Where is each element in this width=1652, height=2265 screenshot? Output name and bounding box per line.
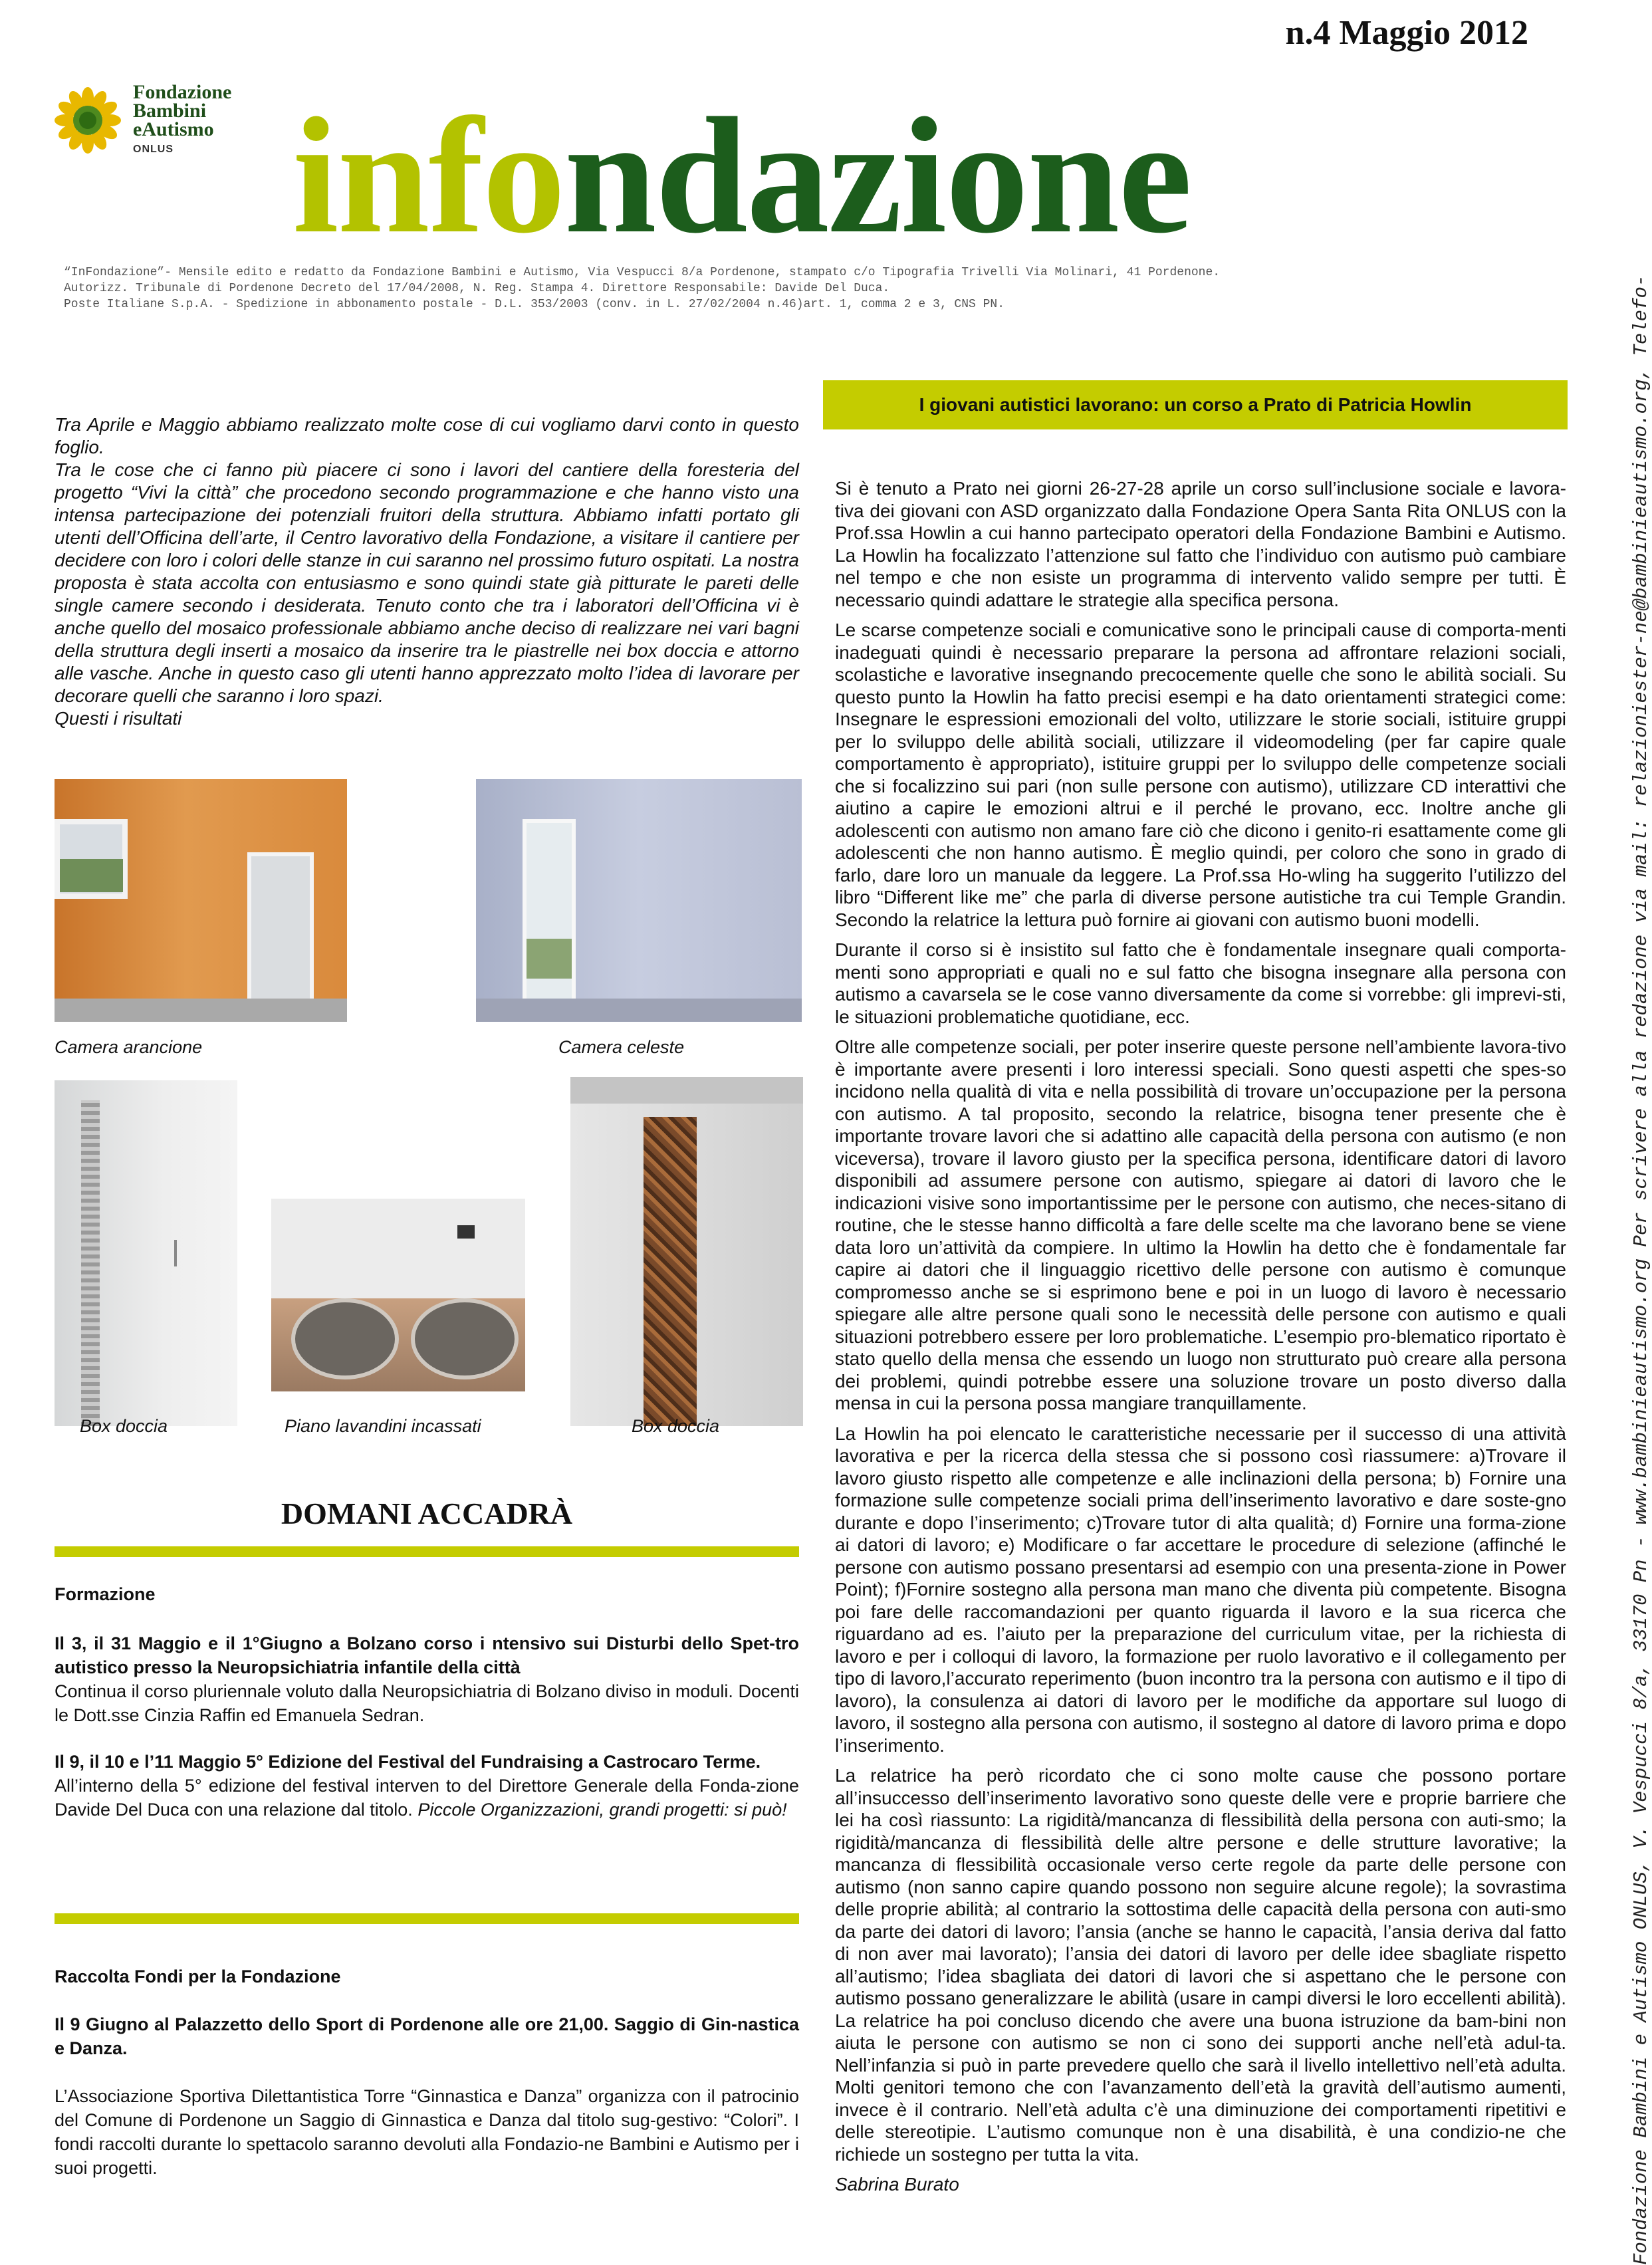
event-title: Il 3, il 31 Maggio e il 1°Giugno a Bolzano corso i ntensivo sui Disturbi dello Spet-tro autistico presso la Neuropsichiatria infantile della città bbox=[55, 1633, 799, 1677]
foundation-logo bbox=[53, 83, 273, 170]
photo-shower-left bbox=[55, 1080, 237, 1426]
events-block-raccolta bbox=[55, 1965, 799, 2197]
events-block-formazione bbox=[55, 1582, 799, 1839]
event-body-text: All’interno della 5° edizione del festival interven to del Direttore Generale della Fonda-zione Davide Del Duca con una relazione dal titolo. bbox=[55, 1776, 799, 1820]
masthead-part-info: info bbox=[293, 84, 564, 268]
caption-shower-left: Box doccia bbox=[80, 1416, 168, 1436]
intro-text bbox=[55, 414, 799, 730]
logo-line-4: ONLUS bbox=[133, 144, 174, 155]
article-signature: Sabrina Burato bbox=[835, 2174, 959, 2195]
article-body bbox=[835, 477, 1566, 2204]
issue-date: n.4 Maggio 2012 bbox=[1285, 14, 1528, 52]
intro-paragraph: Tra Aprile e Maggio abbiamo realizzato molte cose di cui vogliamo darvi conto in questo foglio. bbox=[55, 414, 799, 457]
imprint-line: “InFondazione”- Mensile edito e redatto da Fondazione Bambini e Autismo, Via Vespucci 8/a Pordenone, stampato c/o Tipografia Trivelli Via Molinari, 41 Pordenone. bbox=[64, 266, 1221, 279]
imprint-line: Poste Italiane S.p.A. - Spedizione in abbonamento postale - D.L. 353/2003 (conv. in L. 27/02/2004 n.46)art. 1, comma 2 e 3, CNS PN. bbox=[64, 298, 1005, 311]
event-body: L’Associazione Sportiva Dilettantistica Torre “Ginnastica e Danza” organizza con il patrocinio del Comune di Pordenone un Saggio di Ginnastica e Danza dal titolo sug-gestivo: “Colori”. I fondi raccolti durante lo spettacolo saranno devoluti alla Fondazio-ne Bambini e Autismo per i suoi progetti. bbox=[55, 2086, 799, 2178]
photo-shower-right bbox=[570, 1077, 803, 1426]
masthead-part-ndazione: ndazione bbox=[564, 84, 1191, 268]
caption-orange-room: Camera arancione bbox=[55, 1037, 203, 1057]
events-subheading: Raccolta Fondi per la Fondazione bbox=[55, 1967, 341, 1986]
event-title: Il 9 Giugno al Palazzetto dello Sport di Pordenone alle ore 21,00. Saggio di Gin-nastica e Danza. bbox=[55, 2014, 799, 2058]
photo-sinks bbox=[271, 1199, 525, 1391]
logo-line-2: Bambini bbox=[133, 100, 207, 122]
article-paragraph: Oltre alle competenze sociali, per poter inserire queste persone nell’ambiente lavora-tivo è importante avere presenti i loro interessi speciali. Sono questi aspetti che spes-so incidono nella qualità di vita e nella possibilità di trovare un’occupazione per la persona con autismo. A tal proposito, secondo la relatrice, bisogna tener presente che è importante trovare lavori che si adattino alle capacità della persona con autismo (e non viceversa), trovare il lavoro giusto per la specifica persona, identificare datori di lavoro disponibili ad assumere persone con autismo, spiegare ai datori di lavoro che le indicazioni visive sono importantissime per le persone con autismo, che neces-sitano di routine, che le stesse hanno difficoltà a fare delle scelte ma che lavorano bene se viene data loro un’attività da compiere. In ultimo la Howlin ha detto che è fondamentale far capire ai datori che il linguaggio ricettivo delle persone con autismo è comunque compromesso anche se si esprimono bene e poi in un luogo di lavoro è necessario spiegare alle altre persone quali sono le necessità delle persone con autismo e quali situazioni potrebbero essere per loro problematiche. L’esempio pro-blematico riportato è stato quello della mensa che essendo un luogo non strutturato può creare alla persona dei problemi, quindi potrebbe essere una soluzione trovare un posto diverso dalla mensa in cui la persona possa mangiare tranquillamente. bbox=[835, 1036, 1566, 1413]
article-paragraph: La relatrice ha però ricordato che ci sono molte cause che possono portare all’insuccesso dell’inserimento lavorativo sono queste delle vere e proprie barriere che lei ha così riassunto: La rigidità/mancanza di flessibilità della persona con auti-smo; la rigidità/mancanza di flessibilità delle altre persone e delle strutture lavorative; la mancanza di flessibilità occasionale verso certe regole da parte delle persone con autismo (non sanno capire quando possono non seguire alcune regole); la sovrastima delle proprie abilità; al contrario la sottostima delle capacità della persona con auti-smo da parte dei datori di lavoro; l’ansia (anche se hanno le capacità, l’ansia deriva dal fatto di non aver mai lavorato); l’ansia dei datori di lavoro per delle idee sbagliate rispetto all’autismo; l’idea sbagliata dei datori di lavori che si aspettano che le persone con autismo possano generalizzare le abilità (usare in campi diversi le loro eccellenti abilità). La relatrice ha poi concluso dicendo che avere una buona istruzione da bam-bini non aiuta le persone con autismo se non ci sono dei supporti anche nell’età adul-ta. Nell’infanzia si può in parte prevedere quello che sarà il livello intellettivo nell’età adulta. Molti genitori temono che con l’avanzamento dell’età la gravità dell’autismo aumenti, invece è il contrario. Nell’età adulta c’è una diminuzione dei comportamenti ripetitivi e delle stereotipie. L’autismo comunque non è una disabilità, è una condizio-ne che richiede un sostegno per tutta la vita. bbox=[835, 1765, 1566, 2165]
article-paragraph: Durante il corso si è insistito sul fatto che è fondamentale insegnare quali comporta-menti sono appropriati e quali no e sul fatto che bisogna insegnare alla persona con autismo a cavarsela se le cose vanno diversamente da come si vorrebbe: gli imprevi-sti, le situazioni problematiche quotidiane, ecc. bbox=[835, 939, 1566, 1027]
article-title: I giovani autistici lavorano: un corso a Prato di Patricia Howlin bbox=[823, 380, 1568, 429]
article-paragraph: Le scarse competenze sociali e comunicative sono le principali cause di comporta-menti inadeguati quindi è necessario preparare la persona ad affrontare relazioni sociali, scolastiche e lavorative insegnando precocemente quelle che sono le abilità sociali. Su questo punto la Howlin ha fatto precisi esempi e ha dato orientamenti strategici come: Insegnare le espressioni emozionali del volto, utilizzare le storie sociali, istituire gruppi per lo sviluppo delle abilità sociali, utilizzare il videomodeling (per far capire quale comportamento è appropriato), istituire gruppi per lo sviluppo delle competenze sociali che si focalizzino sui pari (non sulle persone con autismo), utilizzare CD interattivi che aiutino a capire le emozioni altrui e il perché le provano, ecc. Inoltre anche gli adolescenti con autismo non amano fare ciò che dicono i genito-ri esattamente come gli adolescenti che non hanno autismo. È meglio quindi, per coloro che sono in grado di farlo, dare loro un manuale da leggere. La Prof.ssa Ho-wling ha suggerito l’utilizzo del libro “Different like me” che parla di diverse persone autistiche tra cui Temple Grandin. Secondo la relatrice la lettura può fornire ai giovani con autismo buoni modelli. bbox=[835, 620, 1566, 930]
event-title: Il 9, il 10 e l’11 Maggio 5° Edizione del Festival del Fundraising a Castrocaro Terme. bbox=[55, 1752, 761, 1772]
sunflower-logo-icon bbox=[53, 86, 122, 155]
caption-sinks: Piano lavandini incassati bbox=[285, 1416, 481, 1436]
article-paragraph: Si è tenuto a Prato nei giorni 26-27-28 aprile un corso sull’inclusione sociale e lavora-tiva dei giovani con ASD organizzato dalla Fondazione Opera Santa Rita ONLUS con la Prof.ssa Howlin a cui hanno partecipato operatori della Fondazione Bambini e Autismo. La Howlin ha focalizzato l’attenzione sul fatto che l’individuo con autismo può cambiare nel tempo e che non esiste un programma di intervento valido sempre per tutti. È necessario quindi adattare le strategie alla specifica persona. bbox=[835, 478, 1566, 610]
divider-rule bbox=[55, 1546, 799, 1557]
intro-paragraph: Questi i risultati bbox=[55, 708, 182, 729]
imprint bbox=[64, 265, 1500, 312]
event-body: Continua il corso pluriennale voluto dalla Neuropsichiatria di Bolzano diviso in moduli. Docenti le Dott.sse Cinzia Raffin ed Emanuela Sedran. bbox=[55, 1681, 799, 1725]
divider-rule bbox=[55, 1913, 799, 1924]
photo-orange-room bbox=[55, 779, 347, 1022]
vertical-contact-text: Fondazione Bambini e Autismo ONLUS, V. Vespucci 8/a, 33170 Pn - www.bambinieautismo.org Per scrivere alla redazione via mail: relazioniester-ne@bambinieautismo.org, Telefo- bbox=[1630, 275, 1652, 2265]
event-talk-title: Piccole Organizzazioni, grandi progetti: si può! bbox=[417, 1800, 787, 1820]
photo-blue-room bbox=[476, 779, 802, 1022]
logo-wordmark bbox=[133, 83, 231, 159]
imprint-line: Autorizz. Tribunale di Pordenone Decreto del 17/04/2008, N. Reg. Stampa 4. Direttore Responsabile: Davide Del Duca. bbox=[64, 282, 890, 295]
event-body bbox=[55, 1774, 799, 1822]
logo-line-1: Fondazione bbox=[133, 81, 232, 103]
events-subheading: Formazione bbox=[55, 1584, 156, 1604]
caption-blue-room: Camera celeste bbox=[558, 1037, 685, 1057]
masthead-title bbox=[293, 84, 1191, 268]
caption-shower-right: Box doccia bbox=[632, 1416, 720, 1436]
intro-paragraph: Tra le cose che ci fanno più piacere ci sono i lavori del cantiere della foresteria del progetto “Vivi la città” che procedono secondo programmazione e che hanno visto una intensa partecipazione dei potenziali fruitori della struttura. Abbiamo infatti portato gli utenti dell’Officina dell’arte, il Centro lavorativo della Fondazione, a visitare il cantiere per decidere con loro i colori delle stanze in cui saranno nel prossimo futuro ospitati. La nostra proposta è stata accolta con entusiasmo e sono quindi state già pitturate le pareti delle single camere secondo i desiderata. Tenuto conto che tra i laboratori dell’Officina vi è anche quello del mosaico professionale abbiamo anche deciso di realizzare nei vari bagni della struttura degli inserti a mosaico da inserire tra le piastrelle nei box doccia e attorno alle vasche. Anche in questo caso gli utenti hanno apprezzato molto l’idea di lavorare per decorare quelli che saranno i loro spazi. bbox=[55, 459, 799, 706]
logo-line-3: eAutismo bbox=[133, 118, 214, 140]
section-heading-domani: DOMANI ACCADRÀ bbox=[281, 1496, 573, 1530]
article-paragraph: La Howlin ha poi elencato le caratteristiche necessarie per il successo di una attività lavorativa e per la ricerca della stessa che si possono così riassumere: a)Trovare il lavoro giusto rispetto alle competenze e alle inclinazioni della persona; b) Fornire una formazione sulle competenze sociali prima dell’inserimento lavorativo e dare soste-gno durante e dopo l’inserimento; c)Trovare tutor di alta qualità; d) Fornire una forma-zione ai datori di lavoro; e) Modificare o far accettare le procedure di selezione (affinché le persone con autismo possano presentarsi ad esempio con una presenta-zione in Power Point); f)Fornire sostegno alla persona man mano che diventa più competente. Bisogna poi fare delle raccomandazioni per quanto riguarda il lavoro e la sua ricerca che riguardano ad es. l’aiuto per la preparazione del curriculum vitae, per la richiesta di lavoro e per i colloqui di lavoro, la formazione per ruolo lavorativo e il collegamento per tipo di lavoro,l’accurato reperimento (buon incontro tra la persona con autismo e il tipo di lavoro), la consulenza ai datori di lavoro per le modifiche da apportare sul luogo di lavoro, il sostegno alla persona con autismo, il sostegno al datore di lavoro prima e dopo l’inserimento. bbox=[835, 1423, 1566, 1756]
